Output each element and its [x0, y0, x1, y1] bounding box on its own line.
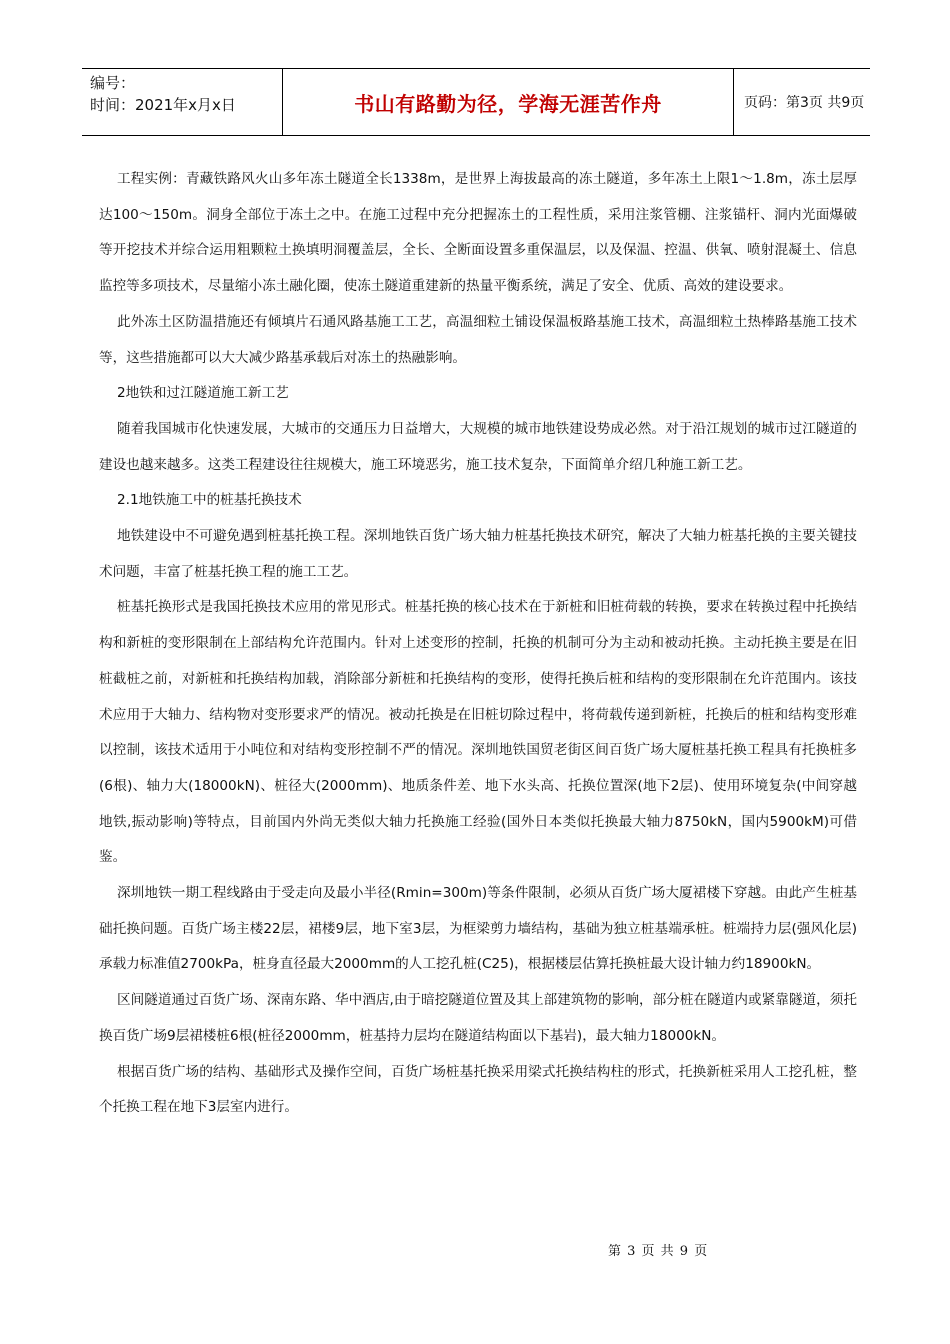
- paragraph-case-study: 工程实例：青藏铁路风火山多年冻土隧道全长1338m，是世界上海拔最高的冻土隧道，多年冻土上限1～1.8m，冻土层厚达100～150m。洞身全部位于冻土之中。在施工过程中充分把握冻土的工程性质，采用注浆管棚、注浆锚杆、洞内光面爆破等开挖技术并综合运用粗颗粒土换填明洞覆盖层，全长、全断面设置多重保温层，以及保温、控温、供氧、喷射混凝土、信息监控等多项技术，尽量缩小冻土融化圈，使冻土隧道重建新的热量平衡系统，满足了安全、优质、高效的建设要求。: [99, 171, 857, 295]
- section-heading-2: 2地铁和过江隧道施工新工艺: [117, 385, 289, 402]
- paragraph-tunnel-route: 区间隧道通过百货广场、深南东路、华中酒店,由于暗挖隧道位置及其上部建筑物的影响，部分桩在隧道内或紧靠隧道，须托换百货广场9层裙楼桩6根(桩径2000mm，桩基持力层均在隧道结构面以下基岩)，最大轴力18000kN。: [99, 992, 857, 1044]
- paragraph-shenzhen-metro: 深圳地铁一期工程线路由于受走向及最小半径(Rmin=300m)等条件限制，必须从百货广场大厦裙楼下穿越。由此产生桩基础托换问题。百货广场主楼22层，裙楼9层，地下室3层，为框梁剪力墙结构，基础为独立桩基端承桩。桩端持力层(强风化层)承载力标准值2700kPa，桩身直径最大2000mm的人工挖孔桩(C25)，根据楼层估算托换桩最大设计轴力约18900kN。: [99, 885, 857, 973]
- document-date: 时间：2021年x月x日: [90, 96, 236, 114]
- paragraph-urbanization: 随着我国城市化快速发展，大城市的交通压力日益增大，大规模的城市地铁建设势成必然。对于沿江规划的城市过江隧道的建设也越来越多。这类工程建设往往规模大，施工环境恶劣，施工技术复杂，下面简单介绍几种施工新工艺。: [99, 420, 857, 473]
- header-page-info: 页码：第3页 共9页: [744, 95, 865, 111]
- section-heading-2-1: 2.1地铁施工中的桩基托换技术: [117, 492, 302, 509]
- paragraph-underpinning-forms: 桩基托换形式是我国托换技术应用的常见形式。桩基托换的核心技术在于新桩和旧桩荷载的转换，要求在转换过程中托换结构和新桩的变形限制在上部结构允许范围内。针对上述变形的控制，托换的机制可分为主动和被动托换。主动托换主要是在旧桩截桩之前，对新桩和托换结构加载，消除部分新桩和托换结构的变形，使得托换后桩和结构的变形限制在允许范围内。该技术应用于大轴力、结构物对变形要求严的情况。被动托换是在旧桩切除过程中，将荷载传递到新桩，托换后的桩和结构变形难以控制，该技术适用于小吨位和对结构变形控制不严的情况。深圳地铁国贸老街区间百货广场大厦桩基托换工程具有托换桩多(6根)、轴力大(18000kN)、桩径大(2000mm)、地质条件差、地下水头高、托换位置深(地下2层)、使用环境复杂(中间穿越地铁,振动影响)等特点，目前国内外尚无类似大轴力托换施工经验(国外日本类似托换最大轴力8750kN，国内5900kM)可借鉴。: [99, 599, 857, 866]
- document-body: [99, 162, 857, 1126]
- paragraph-underpinning-method: 根据百货广场的结构、基础形式及操作空间，百货广场桩基托换采用梁式托换结构柱的形式，托换新桩采用人工挖孔桩，整个托换工程在地下3层室内进行。: [99, 1063, 857, 1116]
- page-footer: 第 3 页 共 9 页: [608, 1244, 709, 1259]
- document-number-label: 编号：: [90, 74, 136, 92]
- header-meta: [82, 69, 282, 135]
- page-header: [82, 68, 870, 136]
- paragraph-underpinning-intro: 地铁建设中不可避免遇到桩基托换工程。深圳地铁百货广场大轴力桩基托换技术研究，解决了大轴力桩基托换的主要关键技术问题，丰富了桩基托换工程的施工工艺。: [99, 528, 857, 580]
- header-motto: 书山有路勤为径，学海无涯苦作舟: [282, 69, 734, 135]
- paragraph-frozen-soil-measures: 此外冻土区防温措施还有倾填片石通风路基施工工艺，高温细粒土铺设保温板路基施工技术，高温细粒土热棒路基施工技术等，这些措施都可以大大减少路基承载后对冻土的热融影响。: [99, 313, 857, 366]
